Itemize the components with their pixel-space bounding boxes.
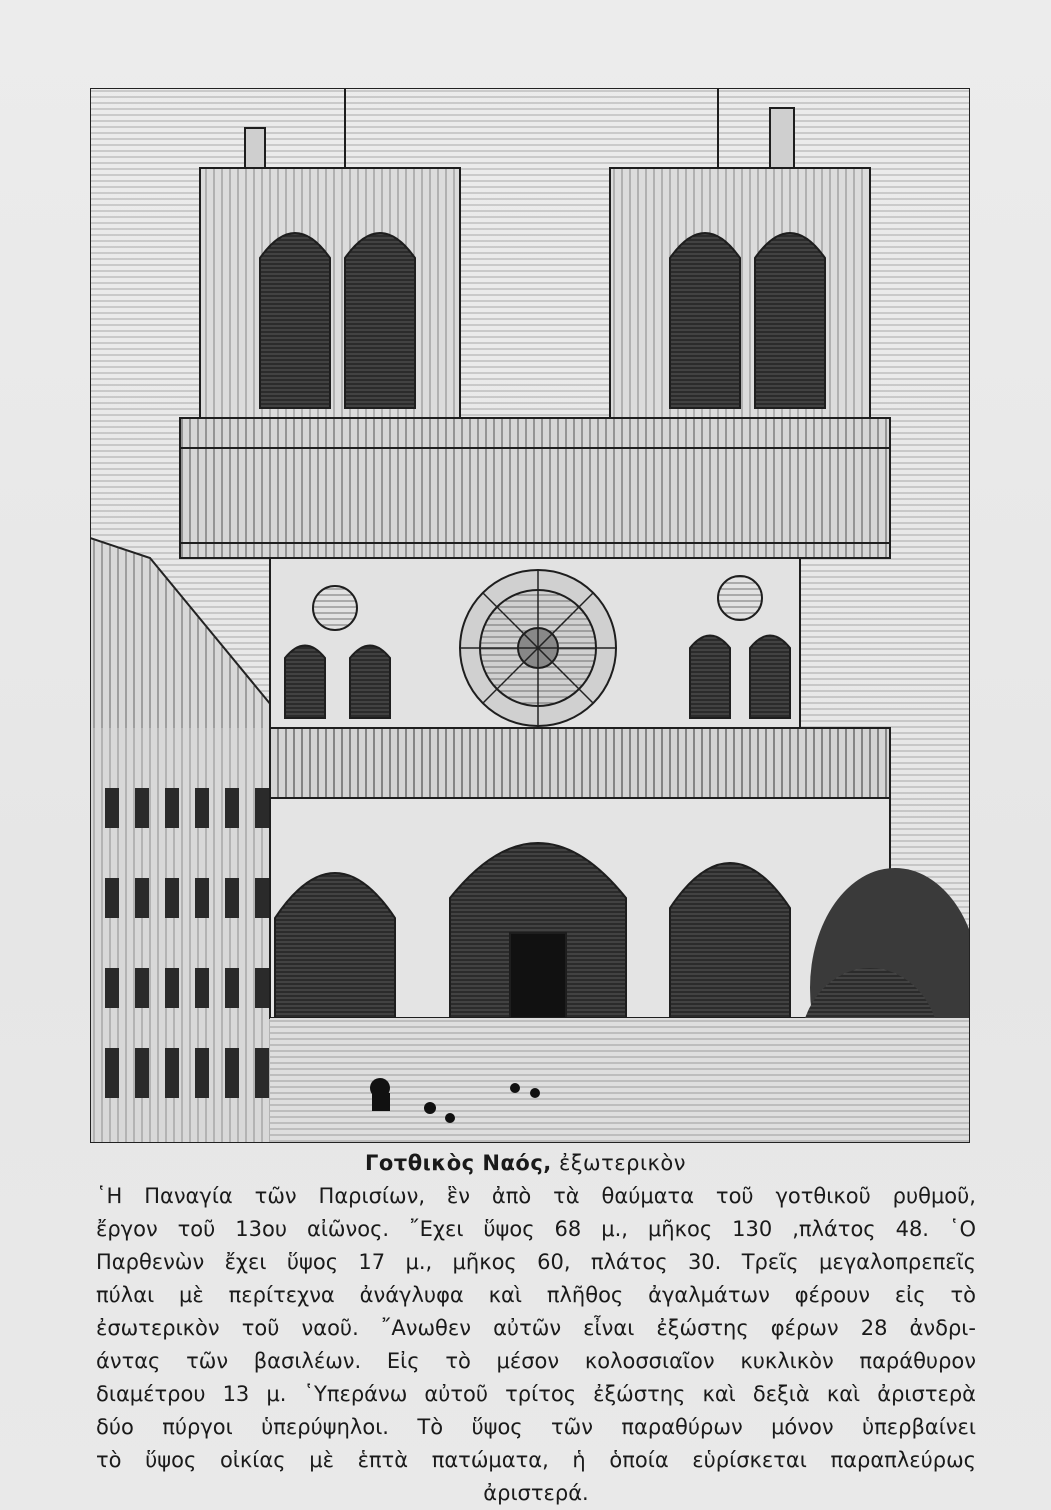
paragraph-line: Παρθενὼν ἔχει ὕψος 17 μ., μῆκος 60, πλάτος 30. Τρεῖς μεγαλοπρεπεῖς	[96, 1250, 976, 1274]
paragraph-line: ἐσωτερικὸν τοῦ ναοῦ. ῎Ανωθεν αὐτῶν εἶναι ἐξώστης φέρων 28 ἀνδρι-	[96, 1316, 976, 1340]
paragraph-line: ἀριστερά.	[483, 1481, 589, 1505]
caption-title	[0, 1151, 1051, 1175]
cathedral-engraving	[90, 88, 970, 1143]
paragraph-line: άντας τῶν βασιλέων. Εἰς τὸ μέσον κολοσσιαῖον κυκλικὸν παράθυρον	[96, 1349, 976, 1373]
caption-title-rest: ἐξωτερικὸν	[558, 1151, 687, 1175]
caption-paragraph	[96, 1180, 976, 1510]
square	[270, 1018, 970, 1143]
caption-title-bold: Γοτθικὸς Ναός,	[364, 1151, 552, 1175]
paragraph-line: πύλαι μὲ περίτεχνα ἀνάγλυφα καὶ πλῆθος ἀγαλμάτων φέρουν εἰς τὸ	[96, 1283, 976, 1307]
paragraph-line: ἔργον τοῦ 13ου αἰῶνος. ῎Εχει ὕψος 68 μ., μῆκος 130 ,πλάτος 48. ῾Ο	[96, 1217, 976, 1241]
paragraph-line: ῾Η Παναγία τῶν Παρισίων, ἓν ἀπὸ τὰ θαύματα τοῦ γοτθικοῦ ρυθμοῦ,	[96, 1184, 976, 1208]
paragraph-line: τὸ ὕψος οἰκίας μὲ ἑπτὰ πατώματα, ἡ ὁποία εὑρίσκεται παραπλεύρως	[96, 1448, 976, 1472]
paragraph-line: δύο πύργοι ὑπερύψηλοι. Τὸ ὕψος τῶν παραθύρων μόνον ὑπερβαίνει	[96, 1415, 976, 1439]
paragraph-line: διαμέτρου 13 μ. ῾Υπεράνω αὐτοῦ τρίτος ἐξώστης καὶ δεξιὰ καὶ ἀριστερὰ	[96, 1382, 976, 1406]
